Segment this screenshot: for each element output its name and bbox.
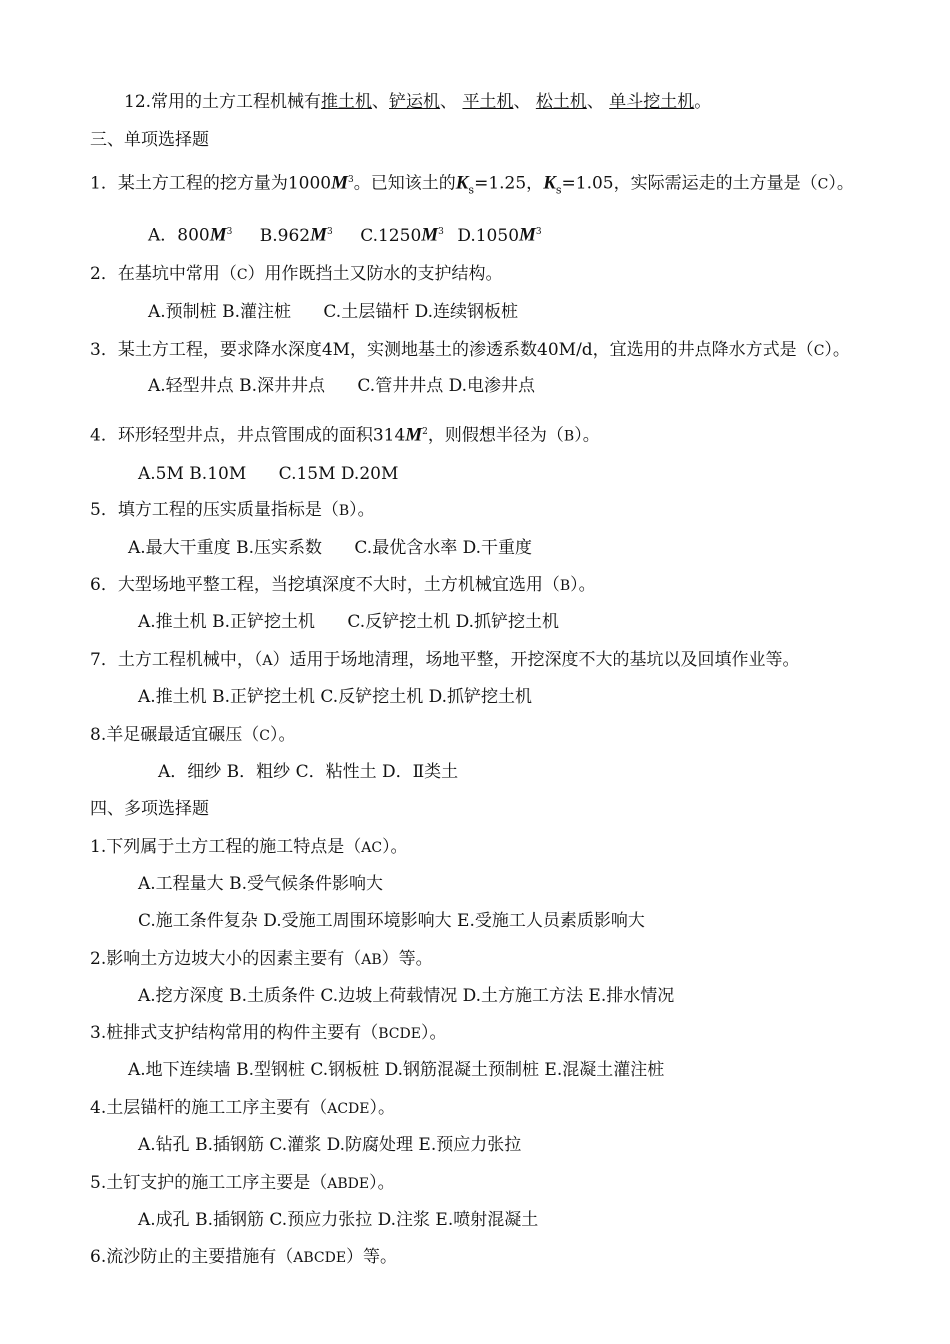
q12-end: 。 bbox=[694, 92, 712, 112]
sep: 、 bbox=[513, 92, 536, 112]
single-q1 bbox=[90, 168, 854, 203]
q-text: 。已知该土的 bbox=[353, 173, 456, 194]
option-a: A．800 bbox=[148, 225, 210, 246]
machine-2: 铲运机 bbox=[389, 92, 441, 112]
multi-q6 bbox=[90, 1245, 397, 1270]
machine-1: 推土机 bbox=[321, 92, 373, 112]
single-q5 bbox=[90, 498, 375, 523]
answer: C bbox=[817, 176, 829, 193]
q-text: 3.桩排式支护结构常用的构件主要有（ bbox=[90, 1023, 379, 1043]
q-text: ）。 bbox=[824, 340, 850, 360]
single-q7-options: A.推土机 B.正铲挖土机 C.反铲挖土机 D.抓铲挖土机 bbox=[138, 687, 533, 707]
unit-m: M bbox=[310, 224, 328, 246]
option-b: B.962 bbox=[259, 225, 311, 246]
single-q6-options: A.推土机 B.正铲挖土机 C.反铲挖土机 D.抓铲挖土机 bbox=[138, 612, 560, 632]
answer: ABDE bbox=[327, 1176, 370, 1192]
q-text: 4.土层锚杆的施工工序主要有（ bbox=[90, 1098, 328, 1118]
multi-q2 bbox=[90, 947, 433, 972]
single-q3 bbox=[90, 338, 850, 363]
multi-q1 bbox=[90, 835, 408, 860]
exponent: 3 bbox=[535, 227, 542, 237]
q12-prefix: 12.常用的土方工程机械有 bbox=[124, 92, 322, 112]
section-3-heading: 三、单项选择题 bbox=[90, 130, 209, 150]
single-q3-options: A.轻型井点 B.深井井点 C.管井井点 D.电渗井点 bbox=[148, 376, 536, 396]
multi-q1-options-2: C.施工条件复杂 D.受施工周围环境影响大 E.受施工人员素质影响大 bbox=[138, 911, 645, 931]
answer: C bbox=[236, 267, 248, 283]
q-text: ）。 bbox=[369, 1173, 395, 1193]
q-text: ）等。 bbox=[381, 949, 433, 969]
q-text: 6.流沙防止的主要措施有（ bbox=[90, 1247, 294, 1267]
sep: 、 bbox=[372, 92, 390, 112]
single-q4-options: A.5M B.10M C.15M D.20M bbox=[138, 464, 399, 484]
machine-5: 单斗挖土机 bbox=[609, 92, 695, 112]
q12-line bbox=[124, 90, 711, 114]
q-text: 3．某土方工程，要求降水深度4M，实测地基土的渗透系数40M/d，宜选用的井点降水方式是（ bbox=[90, 340, 814, 360]
multi-q5-options: A.成孔 B.插钢筋 C.预应力张拉 D.注浆 E.喷射混凝土 bbox=[138, 1210, 539, 1230]
single-q5-options: A.最大干重度 B.压实系数 C.最优含水率 D.干重度 bbox=[128, 538, 533, 558]
q-text: ，则假想半径为（ bbox=[427, 425, 564, 446]
q-text: ）适用于场地清理，场地平整，开挖深度不大的基坑以及回填作业等。 bbox=[272, 650, 800, 670]
answer: ABCDE bbox=[293, 1250, 347, 1266]
k-prime-subscript: s bbox=[555, 183, 562, 197]
single-q2-options: A.预制桩 B.灌注桩 C.土层锚杆 D.连续钢板桩 bbox=[148, 302, 519, 322]
q-text: 5.土钉支护的施工工序主要是（ bbox=[90, 1173, 328, 1193]
q-text: =1.05，实际需运走的土方量是（ bbox=[561, 173, 818, 194]
answer: BCDE bbox=[378, 1026, 421, 1042]
answer: B bbox=[338, 503, 350, 519]
answer: AC bbox=[361, 840, 383, 856]
exponent: 2 bbox=[422, 427, 428, 437]
q-text: =1.25， bbox=[474, 173, 544, 194]
multi-q1-options-1: A.工程量大 B.受气候条件影响大 bbox=[138, 874, 383, 894]
section-4-heading: 四、多项选择题 bbox=[90, 799, 209, 819]
exponent: 3 bbox=[438, 227, 444, 237]
machine-4: 松土机 bbox=[535, 92, 587, 112]
q-text: 1．某土方工程的挖方量为1000 bbox=[90, 173, 332, 194]
q-text: 5．填方工程的压实质量指标是（ bbox=[90, 500, 339, 520]
single-q1-options bbox=[148, 220, 542, 248]
multi-q4 bbox=[90, 1096, 395, 1121]
q-text: ）等。 bbox=[346, 1247, 398, 1267]
q-text: 7．土方工程机械中，（ bbox=[90, 650, 263, 670]
single-q4 bbox=[90, 420, 600, 449]
answer: C bbox=[813, 343, 825, 359]
q-text: ）用作既挡土又防水的支护结构。 bbox=[247, 264, 503, 284]
k-subscript: s bbox=[468, 183, 475, 197]
exponent: 3 bbox=[348, 175, 354, 185]
q-text: ）。 bbox=[369, 1098, 396, 1118]
sep: 、 bbox=[586, 92, 610, 112]
exponent: 3 bbox=[226, 227, 233, 237]
multi-q3 bbox=[90, 1021, 446, 1046]
q-text: ）。 bbox=[574, 425, 600, 446]
unit-m: M bbox=[405, 424, 423, 446]
unit-m: M bbox=[209, 224, 227, 246]
k-prime-symbol: K bbox=[543, 172, 556, 194]
single-q8 bbox=[90, 723, 295, 748]
answer: B bbox=[559, 578, 571, 594]
q-text: 6．大型场地平整工程，当挖填深度不大时，土方机械宜选用（ bbox=[90, 575, 560, 595]
multi-q3-options: A.地下连续墙 B.型钢桩 C.钢板桩 D.钢筋混凝土预制桩 E.混凝土灌注桩 bbox=[128, 1060, 665, 1080]
answer: A bbox=[262, 653, 273, 669]
q-text: ）。 bbox=[570, 575, 596, 595]
answer: AB bbox=[361, 952, 382, 968]
single-q7 bbox=[90, 648, 799, 673]
q-text: ）。 bbox=[269, 725, 296, 745]
unit-m: M bbox=[421, 224, 439, 246]
option-d: D.1050 bbox=[457, 225, 520, 246]
multi-q5 bbox=[90, 1171, 395, 1196]
unit-m: M bbox=[519, 224, 536, 246]
machine-3: 平土机 bbox=[462, 92, 514, 112]
answer: B bbox=[563, 428, 575, 445]
multi-q2-options: A.挖方深度 B.土质条件 C.边坡上荷载情况 D.土方施工方法 E.排水情况 bbox=[138, 986, 675, 1006]
q-text: 4．环形轻型井点，井点管围成的面积314 bbox=[90, 425, 406, 446]
answer: C bbox=[259, 728, 270, 744]
answer: ACDE bbox=[327, 1101, 370, 1117]
q-text: ）。 bbox=[349, 500, 375, 520]
option-c: C.1250 bbox=[360, 225, 422, 246]
multi-q4-options: A.钻孔 B.插钢筋 C.灌浆 D.防腐处理 E.预应力张拉 bbox=[138, 1135, 522, 1155]
single-q2 bbox=[90, 262, 503, 287]
q-text: ）。 bbox=[382, 837, 408, 857]
q-text: 2．在基坑中常用（ bbox=[90, 264, 237, 284]
single-q8-options: A．细纱 B．粗纱 C．粘性土 D．Ⅱ类土 bbox=[158, 762, 459, 782]
q-text: 2.影响土方边坡大小的因素主要有（ bbox=[90, 949, 362, 969]
q-text: 1.下列属于土方工程的施工特点是（ bbox=[90, 837, 362, 857]
q-text: 8.羊足碾最适宜碾压（ bbox=[90, 725, 260, 745]
sep: 、 bbox=[440, 92, 463, 112]
unit-m: M bbox=[331, 172, 348, 194]
single-q6 bbox=[90, 573, 596, 598]
q-text: ）。 bbox=[828, 173, 854, 194]
q-text: ）。 bbox=[420, 1023, 447, 1043]
exponent: 3 bbox=[327, 227, 333, 237]
k-symbol: K bbox=[455, 172, 469, 194]
